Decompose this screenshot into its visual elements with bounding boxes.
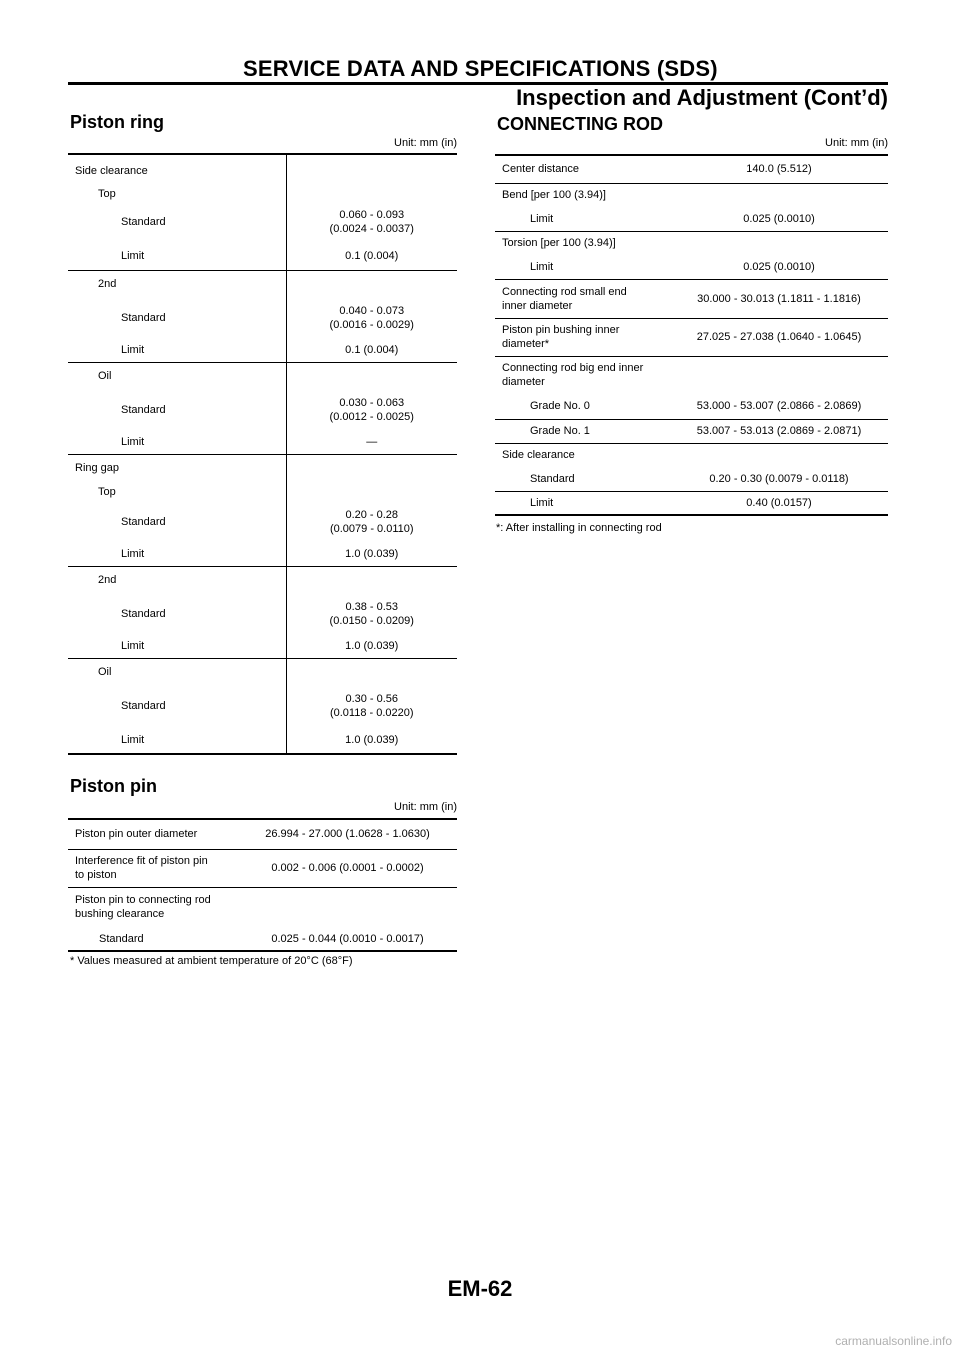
- standard-label: Standard: [68, 298, 286, 338]
- outer-diameter-label: Piston pin outer diameter: [68, 819, 238, 849]
- table-row: [68, 430, 457, 454]
- table-row: [68, 154, 457, 186]
- page-number: EM-62: [447, 1276, 513, 1301]
- sc-oil-limit-value: —: [286, 430, 457, 454]
- top-ring-label: Top: [68, 186, 286, 202]
- table-row: [495, 467, 888, 491]
- table-row: [495, 356, 888, 394]
- table-row: [495, 443, 888, 467]
- ring-gap-label: Ring gap: [68, 454, 286, 482]
- sc-top-limit-value: 0.1 (0.004): [286, 242, 457, 270]
- piston-pin-title: Piston pin: [70, 776, 157, 796]
- rg-oil-standard-value: 0.30 - 0.56 (0.0118 - 0.0220): [329, 693, 414, 719]
- top-ring-label: Top: [68, 482, 286, 502]
- table-row: [68, 634, 457, 658]
- grade1-label: Grade No. 1: [495, 419, 670, 443]
- piston-ring-table: [68, 153, 457, 755]
- table-row: [68, 390, 457, 430]
- piston-pin-unit: Unit: mm (in): [394, 801, 457, 813]
- piston-pin-note: * Values measured at ambient temperature of 20°C (68°F): [70, 955, 353, 967]
- table-row: [68, 594, 457, 634]
- table-row: [68, 362, 457, 390]
- side-clearance-label: Side clearance: [68, 154, 286, 186]
- outer-diameter-value: 26.994 - 27.000 (1.0628 - 1.0630): [238, 819, 457, 849]
- table-row: [495, 419, 888, 443]
- center-distance-value: 140.0 (5.512): [670, 155, 888, 183]
- rg-top-standard-value: 0.20 - 0.28 (0.0079 - 0.0110): [329, 509, 414, 535]
- rg-top-limit-value: 1.0 (0.039): [286, 542, 457, 566]
- grade1-value: 53.007 - 53.013 (2.0869 - 2.0871): [670, 419, 888, 443]
- table-row: [68, 819, 457, 849]
- second-ring-label: 2nd: [68, 566, 286, 594]
- standard-label: Standard: [68, 927, 238, 951]
- limit-label: Limit: [68, 542, 286, 566]
- bushing-value: 27.025 - 27.038 (1.0640 - 1.0645): [670, 318, 888, 356]
- grade0-label: Grade No. 0: [495, 394, 670, 419]
- side-clearance-standard-value: 0.20 - 0.30 (0.0079 - 0.0118): [670, 467, 888, 491]
- standard-label: Standard: [495, 467, 670, 491]
- bushing-label: Piston pin bushing inner diameter*: [495, 318, 670, 356]
- table-row: [68, 658, 457, 686]
- table-row: [68, 338, 457, 362]
- limit-label: Limit: [68, 338, 286, 362]
- grade0-value: 53.000 - 53.007 (2.0866 - 2.0869): [670, 394, 888, 419]
- table-row: [68, 186, 457, 202]
- torsion-label: Torsion [per 100 (3.94)]: [502, 237, 616, 250]
- limit-label: Limit: [68, 242, 286, 270]
- piston-ring-title: Piston ring: [70, 112, 164, 132]
- table-row: [68, 454, 457, 482]
- oil-ring-label: Oil: [68, 362, 286, 390]
- rg-oil-limit-value: 1.0 (0.039): [286, 726, 457, 754]
- side-clearance-limit-value: 0.40 (0.0157): [670, 491, 888, 515]
- piston-pin-table: [68, 818, 457, 952]
- big-end-label: Connecting rod big end inner diameter: [502, 362, 644, 389]
- clearance-standard-value: 0.025 - 0.044 (0.0010 - 0.0017): [238, 927, 457, 951]
- connecting-rod-note: *: After installing in connecting rod: [496, 522, 662, 534]
- watermark: carmanualsonline.info: [835, 1334, 952, 1348]
- rg-2nd-limit-value: 1.0 (0.039): [286, 634, 457, 658]
- table-row: [68, 726, 457, 754]
- standard-label: Standard: [68, 686, 286, 726]
- limit-label: Limit: [495, 255, 670, 279]
- center-distance-label: Center distance: [495, 155, 670, 183]
- section-header-title: SERVICE DATA AND SPECIFICATIONS (SDS): [243, 56, 718, 81]
- table-row: [495, 255, 888, 279]
- sc-2nd-limit-value: 0.1 (0.004): [286, 338, 457, 362]
- table-row: [495, 394, 888, 419]
- table-row: [68, 202, 457, 242]
- bend-limit-value: 0.025 (0.0010): [670, 207, 888, 231]
- table-row: [495, 279, 888, 318]
- table-row: [68, 542, 457, 566]
- clearance-label: Piston pin to connecting rod bushing clearance: [75, 894, 211, 921]
- table-row: [68, 242, 457, 270]
- table-row: [68, 686, 457, 726]
- table-row: [68, 566, 457, 594]
- limit-label: Limit: [68, 634, 286, 658]
- section-header-subtitle: Inspection and Adjustment (Cont’d): [516, 85, 888, 110]
- table-row: [68, 849, 457, 887]
- second-ring-label: 2nd: [68, 270, 286, 298]
- table-row: [68, 270, 457, 298]
- table-row: [68, 502, 457, 542]
- limit-label: Limit: [495, 491, 670, 515]
- interference-value: 0.002 - 0.006 (0.0001 - 0.0002): [238, 849, 457, 887]
- bend-label: Bend [per 100 (3.94)]: [502, 189, 606, 202]
- table-row: [495, 491, 888, 515]
- standard-label: Standard: [68, 202, 286, 242]
- limit-label: Limit: [68, 726, 286, 754]
- sc-2nd-standard-value: 0.040 - 0.073 (0.0016 - 0.0029): [329, 305, 414, 331]
- interference-label: Interference fit of piston pin to piston: [68, 849, 238, 887]
- sc-top-standard-value: 0.060 - 0.093 (0.0024 - 0.0037): [329, 209, 414, 235]
- standard-label: Standard: [68, 502, 286, 542]
- limit-label: Limit: [68, 430, 286, 454]
- table-row: [68, 482, 457, 502]
- connecting-rod-unit: Unit: mm (in): [825, 137, 888, 149]
- standard-label: Standard: [68, 594, 286, 634]
- table-row: [68, 887, 457, 927]
- table-row: [68, 927, 457, 951]
- standard-label: Standard: [68, 390, 286, 430]
- table-row: [495, 231, 888, 255]
- table-row: [495, 183, 888, 207]
- sc-oil-standard-value: 0.030 - 0.063 (0.0012 - 0.0025): [329, 397, 414, 423]
- oil-ring-label: Oil: [68, 658, 286, 686]
- small-end-label: Connecting rod small end inner diameter: [495, 279, 670, 318]
- connecting-rod-title: CONNECTING ROD: [497, 114, 663, 134]
- table-row: [68, 298, 457, 338]
- rg-2nd-standard-value: 0.38 - 0.53 (0.0150 - 0.0209): [329, 601, 414, 627]
- side-clearance-label: Side clearance: [502, 449, 575, 462]
- table-row: [495, 155, 888, 183]
- limit-label: Limit: [495, 207, 670, 231]
- torsion-limit-value: 0.025 (0.0010): [670, 255, 888, 279]
- table-row: [495, 207, 888, 231]
- table-row: [495, 318, 888, 356]
- small-end-value: 30.000 - 30.013 (1.1811 - 1.1816): [670, 279, 888, 318]
- piston-ring-unit: Unit: mm (in): [394, 137, 457, 149]
- connecting-rod-table: [495, 154, 888, 516]
